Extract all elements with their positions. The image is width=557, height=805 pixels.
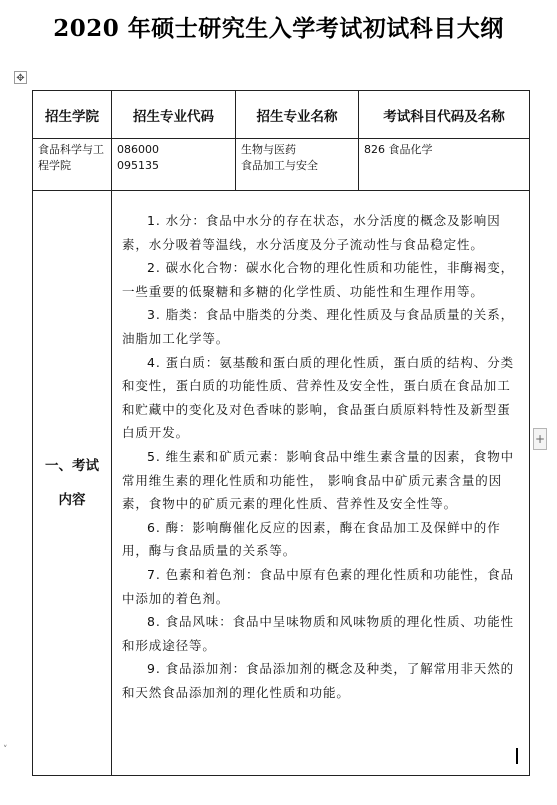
header-college: 招生学院: [33, 91, 112, 139]
table-move-handle-icon[interactable]: ✥: [14, 71, 27, 84]
text-cursor: [516, 748, 518, 764]
section-label: [33, 191, 112, 776]
major-code: 086000: [117, 143, 159, 156]
college-cell: 食品科学与工程学院: [33, 139, 112, 191]
content-paragraph: 1. 水分：食品中水分的存在状态，水分活度的概念及影响因素，水分吸着等温线，水分活度及分子流动性与食品稳定性。: [122, 213, 501, 252]
section-label-line: 内容: [58, 492, 86, 508]
content-row: [33, 191, 530, 776]
content-paragraph: 8. 食品风味：食品中呈味物质和风味物质的理化性质、功能性和形成途径等。: [122, 614, 515, 653]
header-exam-subject: 考试科目代码及名称: [359, 91, 530, 139]
syllabus-table: [32, 90, 530, 776]
add-column-tab-icon[interactable]: +: [533, 428, 547, 450]
major-code: 095135: [117, 159, 159, 172]
content-paragraph: 3. 脂类：食品中脂类的分类、理化性质及与食品质量的关系，油脂加工化学等。: [122, 307, 515, 346]
content-paragraph: 6. 酶：影响酶催化反应的因素，酶在食品加工及保鲜中的作用，酶与食品质量的关系等。: [122, 519, 501, 559]
content-paragraph: 9. 食品添加剂：食品添加剂的概念及种类，了解常用非天然的和天然食品添加剂的理化性质和功能。: [122, 661, 515, 700]
content-paragraph: 5. 维生素和矿质元素：影响食品中维生素含量的因素，食物中常用维生素的理化性质和功能性， 影响食品中矿质元素含量的因素，食物中的矿质元素的理化性质、营养性及安全性等。: [122, 448, 515, 512]
major-name: 生物与医药: [241, 143, 296, 156]
header-major-name: 招生专业名称: [236, 91, 359, 139]
content-body[interactable]: [112, 191, 530, 776]
major-code-cell: [112, 139, 236, 191]
paragraph-mark-icon: ˅: [3, 745, 8, 755]
section-label-line: 一、考试: [45, 458, 99, 474]
content-paragraph: 4. 蛋白质：氨基酸和蛋白质的理化性质，蛋白质的结构、分类和变性，蛋白质的功能性质、营养性及安全性，蛋白质在食品加工和贮藏中的变化及对色香味的影响，食品蛋白质原料特性及新型蛋白质开发。: [122, 354, 515, 441]
document-title: 2020 年硕士研究生入学考试初试科目大纲: [53, 15, 504, 42]
major-name: 食品加工与安全: [241, 159, 318, 172]
exam-subject-cell: 826 食品化学: [359, 139, 530, 191]
content-paragraph: 2. 碳水化合物：碳水化合物的理化性质和功能性，非酶褐变，一些重要的低聚糖和多糖的化学性质、功能性和生理作用等。: [122, 260, 515, 299]
table-row: [33, 139, 530, 191]
header-major-code: 招生专业代码: [112, 91, 236, 139]
table-header-row: [33, 91, 530, 139]
content-paragraph: 7. 色素和着色剂：食品中原有色素的理化性质和功能性，食品中添加的着色剂。: [122, 566, 515, 606]
major-name-cell: [236, 139, 359, 191]
